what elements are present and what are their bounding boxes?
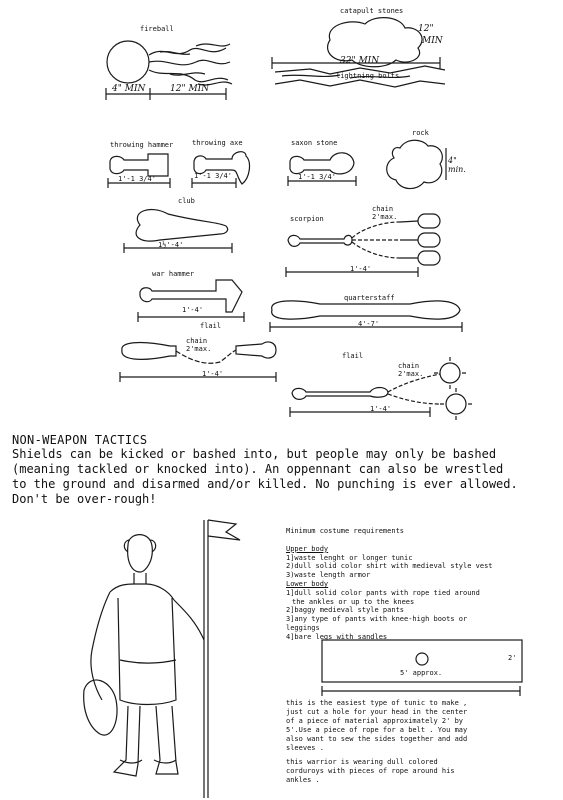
fireball-dim-2: 12" MIN: [170, 84, 210, 94]
scorpion-label: scorpion: [290, 215, 324, 223]
costume-requirements: [286, 527, 556, 642]
fireball-dim-1: 4" MIN: [112, 84, 146, 94]
war-hammer-dim: 1'-4': [182, 306, 204, 314]
throwing-hammer-dim: 1'-1 3/4': [118, 175, 156, 183]
warrior-caption: this warrior is wearing dull colored corduroys with pieces of rope around his ankles .: [286, 758, 455, 784]
tactics-line: Shields can be kicked or bashed into, but people may only be bashed: [12, 447, 497, 461]
rock-drawing: [387, 140, 446, 188]
throwing-axe-dim: 1'-1 3/4': [194, 172, 232, 180]
fireball-label: fireball: [140, 25, 174, 33]
saxon-stone-dim: 1'-1 3/4': [298, 173, 336, 181]
upper-body-item: 2)dull solid color shirt with medieval style vest: [286, 562, 493, 571]
lower-body-item: leggings: [286, 623, 320, 632]
lower-body-item: 4]bare legs with sandles: [286, 632, 388, 641]
catapult-label: catapult stones: [340, 7, 404, 15]
war-hammer-drawing: [138, 280, 244, 322]
tunic-side-dim: 2': [508, 654, 517, 662]
rock-dim: 4" min.: [448, 156, 466, 174]
catapult-dim-2: MIN: [422, 36, 443, 46]
flail-chain: chain 2'max.: [186, 337, 212, 353]
flail-dim: 1'-4': [202, 370, 224, 378]
flail-label-2: flail: [342, 352, 364, 360]
lower-body-heading: Lower body: [286, 579, 329, 588]
warrior-drawing: [84, 520, 240, 798]
throwing-axe-drawing: [192, 152, 249, 188]
scorpion-chain: chain 2'max.: [372, 205, 398, 221]
tactics-heading: NON-WEAPON TACTICS: [12, 433, 148, 447]
flail-chain-2: chain 2'max.: [398, 362, 424, 378]
rock-label: rock: [412, 129, 429, 137]
lower-body-item: 2]baggy medieval style pants: [286, 606, 405, 615]
flail-dim-2: 1'-4': [370, 405, 392, 413]
saxon-stone-drawing: [288, 153, 356, 186]
lightning-label: lightning bolts: [336, 72, 400, 80]
tunic-length-dim: 5' approx.: [400, 669, 443, 677]
tactics-line: to the ground and disarmed and/or killed. No punching is ever allowed.: [12, 477, 518, 491]
tunic-instructions: this is the easiest type of tunic to make , just cut a hole for your head in the center of a piece of material approximately 2' by 5'.Use a piece of rope for a belt . You may also want to sew the sides together and add sleeves .: [286, 699, 468, 752]
tactics-line: (meaning tackled or knocked into). An oppennant can also be wrestled: [12, 462, 504, 476]
tactics-line: Don't be over-rough!: [12, 492, 157, 506]
lower-body-item: the ankles or up to the knees: [292, 597, 415, 606]
costume-title: Minimum costume requirements: [286, 527, 405, 535]
throwing-axe-label: throwing axe: [192, 139, 243, 147]
quarterstaff-label: quarterstaff: [344, 294, 395, 302]
club-label: club: [178, 197, 195, 205]
upper-body-heading: Upper body: [286, 544, 329, 553]
scorpion-dim: 1'-4': [350, 265, 372, 273]
catapult-dim-1: 12": [418, 24, 434, 34]
catapult-dim-3: 32" MIN: [340, 56, 380, 66]
upper-body-item: 3)waste length armor: [286, 571, 371, 580]
tunic-pattern-drawing: [322, 640, 522, 696]
lower-body-item: 3]any type of pants with knee-high boots or: [286, 615, 468, 624]
club-dim: 1½'-4': [158, 241, 184, 249]
throwing-hammer-label: throwing hammer: [110, 141, 174, 149]
war-hammer-label: war hammer: [152, 270, 195, 278]
quarterstaff-dim: 4'-7': [358, 320, 380, 328]
flail-label: flail: [200, 322, 222, 330]
saxon-stone-label: saxon stone: [291, 139, 338, 147]
upper-body-item: 1]waste lenght or longer tunic: [286, 553, 413, 562]
lower-body-item: 1]dull solid color pants with rope tied around: [286, 588, 480, 597]
tactics-section: [12, 433, 557, 507]
